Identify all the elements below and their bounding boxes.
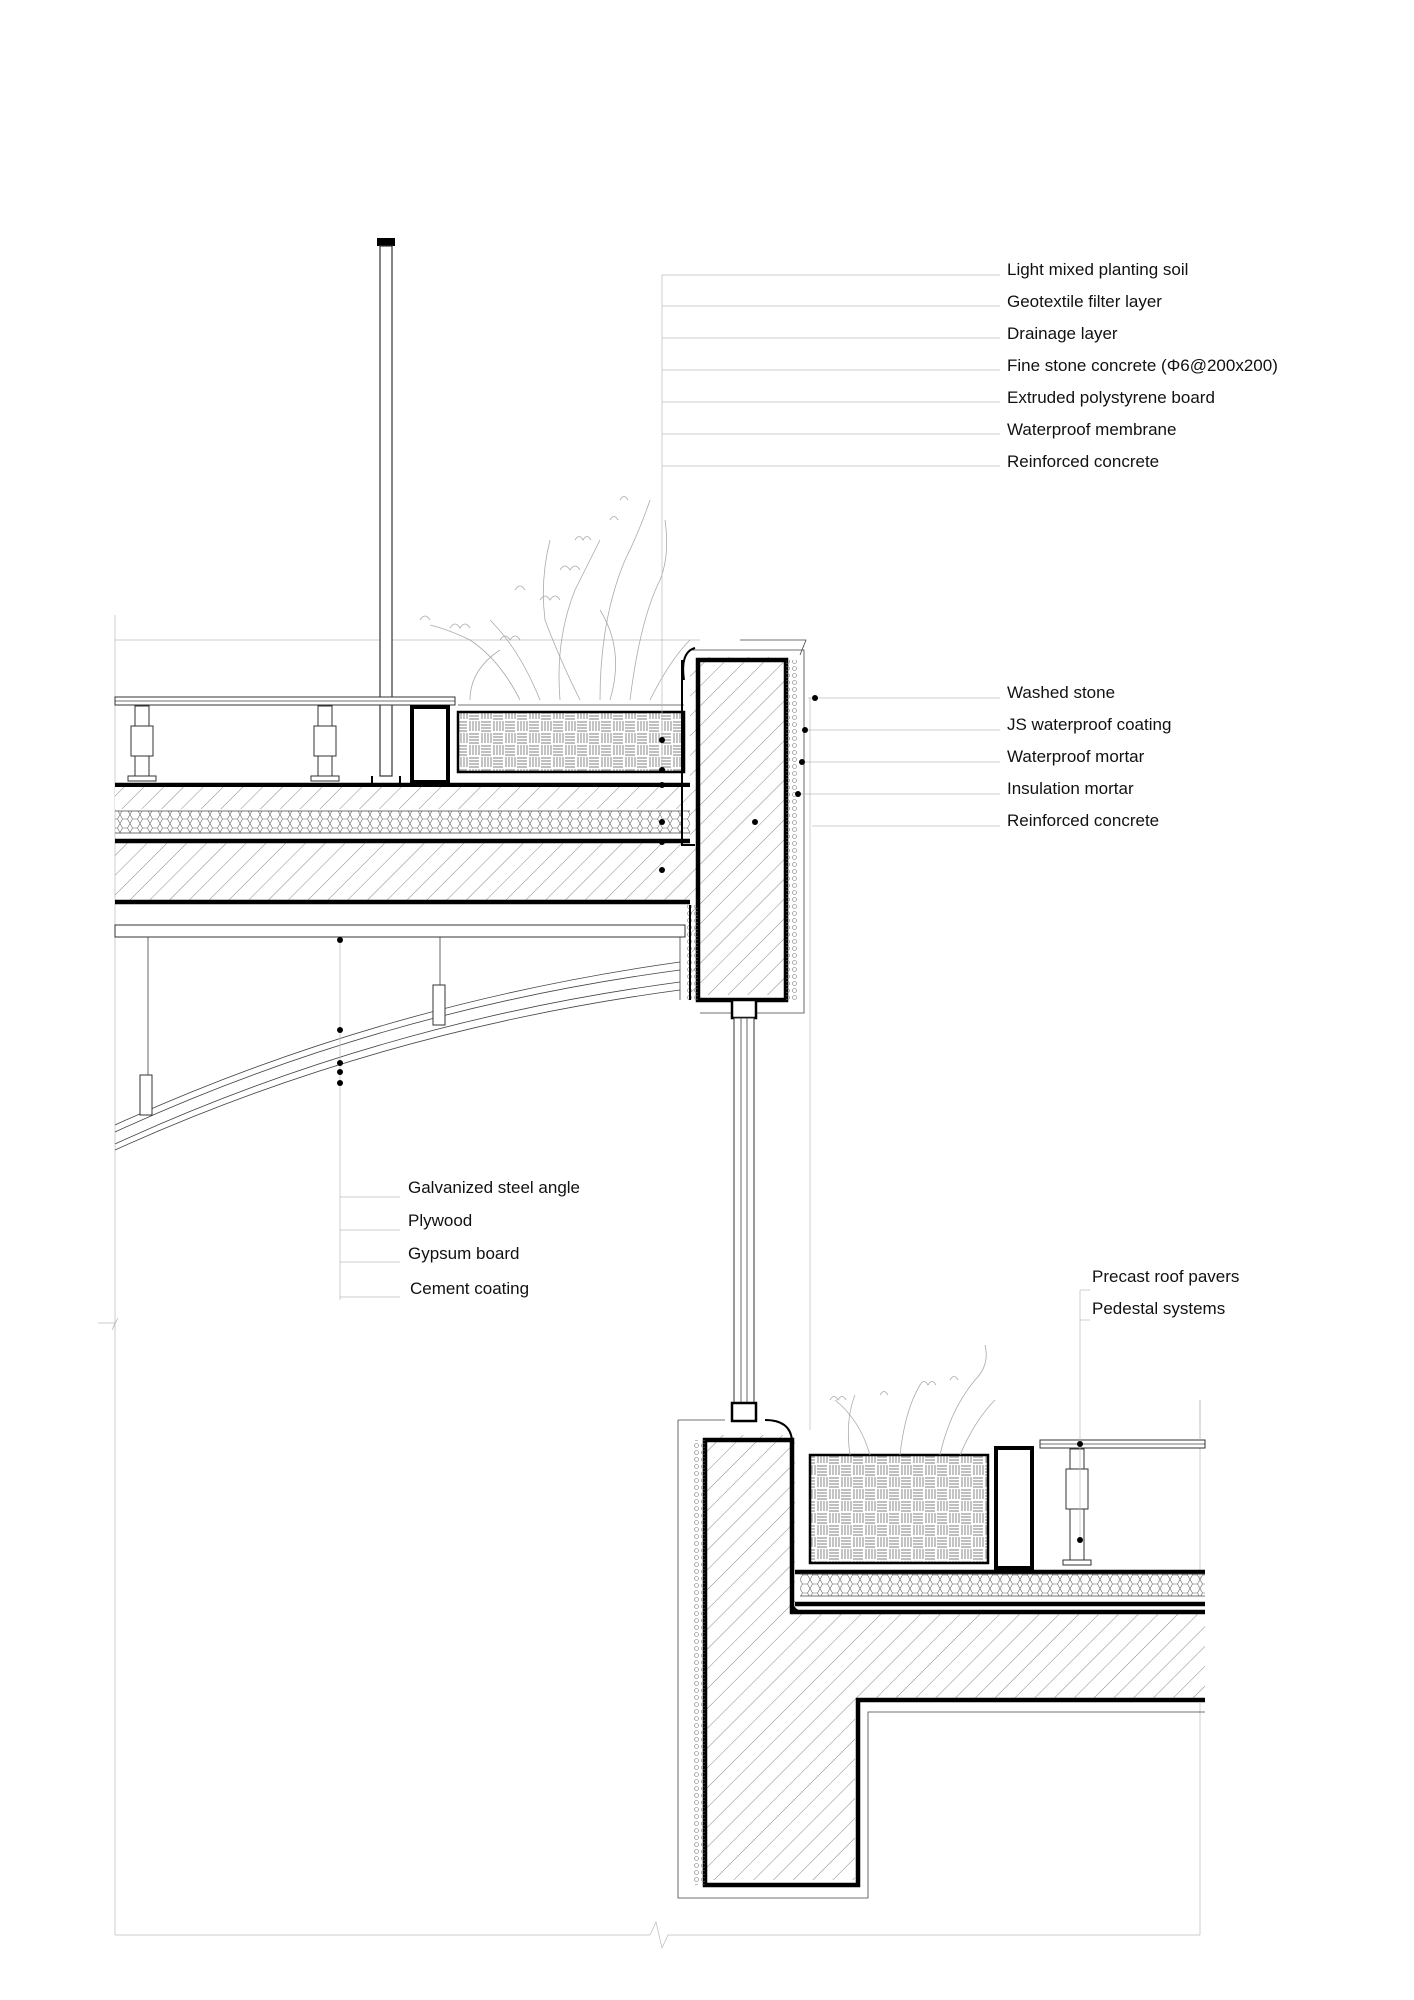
upper-parapet-beam bbox=[682, 640, 806, 1013]
label-pedestal-systems: Pedestal systems bbox=[1092, 1299, 1226, 1318]
upper-plants bbox=[420, 497, 690, 701]
window-mullion bbox=[732, 1000, 756, 1421]
label-reinforced-concrete-parapet: Reinforced concrete bbox=[1007, 811, 1160, 830]
upper-roof-layers bbox=[115, 785, 700, 902]
upper-pavers bbox=[115, 697, 455, 705]
parapet-leader-lines bbox=[795, 695, 1000, 1430]
lower-planter bbox=[810, 1455, 988, 1563]
label-roof-pavers: Precast roof pavers bbox=[1092, 1267, 1240, 1286]
label-washed-stone: Washed stone bbox=[1007, 683, 1116, 702]
label-drainage: Drainage layer bbox=[1007, 324, 1118, 343]
label-planting-soil: Light mixed planting soil bbox=[1007, 260, 1189, 279]
label-cement-coating: Cement coating bbox=[410, 1279, 530, 1298]
label-gypsum-board: Gypsum board bbox=[408, 1244, 520, 1263]
label-reinforced-concrete-roof: Reinforced concrete bbox=[1007, 452, 1160, 471]
lower-curb bbox=[996, 1448, 1032, 1568]
ceiling-assembly bbox=[115, 925, 685, 1150]
handrail-post bbox=[372, 238, 400, 800]
lower-pavers bbox=[1040, 1400, 1205, 1448]
label-waterproof-membrane: Waterproof membrane bbox=[1007, 420, 1177, 439]
upper-curb bbox=[412, 707, 448, 782]
label-insulation-mortar: Insulation mortar bbox=[1007, 779, 1134, 798]
upper-pedestal-1 bbox=[128, 706, 156, 781]
ceiling-label-group bbox=[408, 1178, 580, 1298]
lower-pedestal bbox=[1063, 1449, 1091, 1565]
label-steel-angle: Galvanized steel angle bbox=[408, 1178, 581, 1197]
lower-plants bbox=[830, 1345, 995, 1455]
label-waterproof-mortar: Waterproof mortar bbox=[1007, 747, 1145, 766]
label-geotextile: Geotextile filter layer bbox=[1007, 292, 1162, 311]
parapet-label-group bbox=[1007, 683, 1171, 830]
upper-planter bbox=[458, 705, 684, 772]
upper-pedestal-2 bbox=[311, 706, 339, 781]
label-polystyrene: Extruded polystyrene board bbox=[1007, 388, 1215, 407]
paver-label-group bbox=[1092, 1267, 1239, 1318]
label-js-coating: JS waterproof coating bbox=[1007, 715, 1172, 734]
ceiling-leader-lines bbox=[337, 937, 400, 1300]
label-plywood: Plywood bbox=[408, 1211, 473, 1230]
roof-section-label-group bbox=[1007, 260, 1278, 471]
label-fine-stone-concrete: Fine stone concrete (Φ6@200x200) bbox=[1007, 356, 1278, 375]
